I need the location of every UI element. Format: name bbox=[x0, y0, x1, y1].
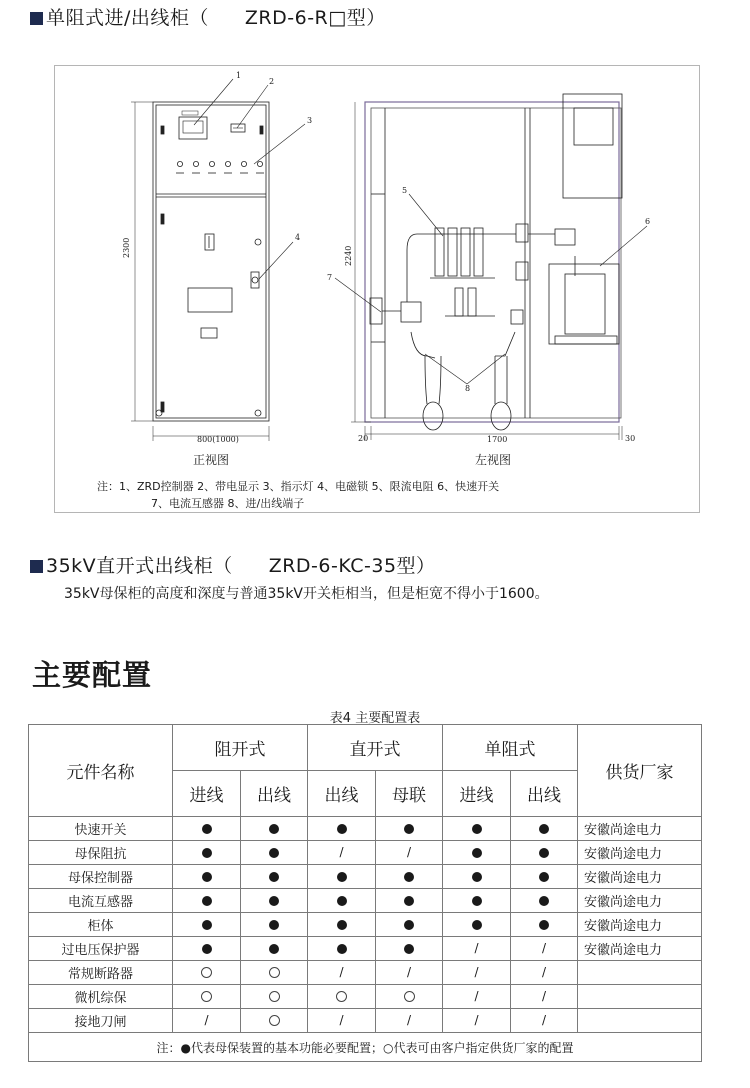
filled-circle-icon bbox=[472, 824, 482, 834]
section1-model: ZRD-6-R□型） bbox=[244, 7, 386, 29]
mark-cell bbox=[173, 889, 241, 913]
left-view-label: 左视图 bbox=[475, 453, 512, 467]
filled-circle-icon bbox=[269, 872, 279, 882]
table-footnote: 注：●代表母保装置的基本功能必要配置；○代表可由客户指定供货厂家的配置 bbox=[29, 1033, 702, 1062]
mark-cell bbox=[511, 985, 578, 1009]
mark-cell bbox=[376, 1009, 443, 1033]
hollow-circle-icon bbox=[336, 991, 347, 1002]
filled-circle-icon bbox=[337, 824, 347, 834]
component-name: 微机综保 bbox=[29, 985, 173, 1009]
section2-title: 35kV直开式出线柜（ bbox=[46, 555, 233, 577]
supplier-cell bbox=[578, 985, 702, 1009]
supplier-cell bbox=[578, 961, 702, 985]
filled-circle-icon bbox=[337, 920, 347, 930]
mark-cell bbox=[308, 841, 376, 865]
table-row bbox=[29, 961, 702, 985]
mark-cell bbox=[241, 865, 308, 889]
filled-circle-icon bbox=[269, 896, 279, 906]
front-height-dim: 2300 bbox=[122, 237, 131, 258]
slash-mark: / bbox=[474, 941, 479, 955]
filled-circle-icon bbox=[539, 872, 549, 882]
supplier-cell: 安徽尚途电力 bbox=[578, 889, 702, 913]
section2-model: ZRD-6-KC-35型） bbox=[268, 555, 436, 577]
filled-circle-icon bbox=[472, 920, 482, 930]
subcol-header: 进线 bbox=[443, 771, 511, 817]
mark-cell bbox=[443, 817, 511, 841]
filled-circle-icon bbox=[202, 872, 212, 882]
hollow-circle-icon bbox=[201, 967, 212, 978]
table-row bbox=[29, 865, 702, 889]
left-offset-dim: 20 bbox=[358, 434, 369, 443]
slash-mark: / bbox=[474, 989, 479, 1003]
mark-cell bbox=[241, 913, 308, 937]
group-header-zhikai: 直开式 bbox=[308, 725, 443, 771]
left-view bbox=[335, 94, 647, 440]
supplier-cell: 安徽尚途电力 bbox=[578, 841, 702, 865]
mark-cell bbox=[241, 961, 308, 985]
slash-mark: / bbox=[474, 965, 479, 979]
hollow-circle-icon bbox=[201, 991, 212, 1002]
mark-cell bbox=[511, 961, 578, 985]
hollow-circle-icon bbox=[269, 967, 280, 978]
subcol-header: 出线 bbox=[308, 771, 376, 817]
front-view bbox=[131, 79, 305, 441]
filled-circle-icon bbox=[404, 896, 414, 906]
left-view-labels bbox=[327, 186, 650, 467]
mark-cell bbox=[173, 937, 241, 961]
slash-mark: / bbox=[339, 1013, 344, 1027]
table-row bbox=[29, 985, 702, 1009]
col-component-header: 元件名称 bbox=[29, 725, 173, 817]
mark-cell bbox=[376, 865, 443, 889]
mark-cell bbox=[443, 841, 511, 865]
component-name: 接地刀闸 bbox=[29, 1009, 173, 1033]
cabinet-drawing-figure bbox=[54, 65, 700, 513]
mark-cell bbox=[376, 913, 443, 937]
filled-circle-icon bbox=[404, 872, 414, 882]
mark-cell bbox=[241, 817, 308, 841]
mark-cell bbox=[376, 889, 443, 913]
section1-title: 单阻式进/出线柜（ bbox=[46, 7, 209, 29]
filled-circle-icon bbox=[202, 896, 212, 906]
slash-mark: / bbox=[406, 965, 412, 979]
slash-mark: / bbox=[339, 845, 344, 859]
component-name: 常规断路器 bbox=[29, 961, 173, 985]
mark-cell bbox=[173, 913, 241, 937]
slash-mark: / bbox=[406, 845, 412, 859]
figure-note-line1: 注：1、ZRD控制器 2、带电显示 3、指示灯 4、电磁锁 5、限流电阻 6、快速开关 bbox=[97, 480, 500, 493]
section2-description: 35kV母保柜的高度和深度与普通35kV开关柜相当，但是柜宽不得小于1600。 bbox=[64, 586, 549, 602]
right-offset-dim: 30 bbox=[625, 434, 636, 443]
filled-circle-icon bbox=[202, 848, 212, 858]
group-header-zukai: 阻开式 bbox=[173, 725, 308, 771]
supplier-cell: 安徽尚途电力 bbox=[578, 817, 702, 841]
filled-circle-icon bbox=[269, 944, 279, 954]
main-config-title: 主要配置 bbox=[32, 658, 153, 692]
filled-circle-icon bbox=[539, 848, 549, 858]
mark-cell bbox=[241, 841, 308, 865]
component-name: 快速开关 bbox=[29, 817, 173, 841]
supplier-cell: 安徽尚途电力 bbox=[578, 937, 702, 961]
subcol-header: 进线 bbox=[173, 771, 241, 817]
hollow-circle-icon bbox=[269, 991, 280, 1002]
mark-cell bbox=[173, 817, 241, 841]
supplier-cell bbox=[578, 1009, 702, 1033]
callout-3: 3 bbox=[307, 116, 313, 125]
table-row bbox=[29, 937, 702, 961]
slash-mark: / bbox=[339, 965, 344, 979]
component-name: 母保阻抗 bbox=[29, 841, 173, 865]
filled-circle-icon bbox=[404, 920, 414, 930]
slash-mark: / bbox=[406, 1013, 412, 1027]
table-row bbox=[29, 841, 702, 865]
left-width-dim: 1700 bbox=[487, 435, 508, 444]
callout-5: 5 bbox=[402, 186, 408, 195]
filled-circle-icon bbox=[539, 824, 549, 834]
component-name: 电流互感器 bbox=[29, 889, 173, 913]
filled-circle-icon bbox=[472, 872, 482, 882]
component-name: 母保控制器 bbox=[29, 865, 173, 889]
mark-cell bbox=[443, 889, 511, 913]
table-caption: 表4 主要配置表 bbox=[329, 711, 421, 726]
table-footnote-row bbox=[29, 1033, 702, 1062]
table-header-row-1 bbox=[29, 725, 702, 771]
filled-circle-icon bbox=[202, 920, 212, 930]
mark-cell bbox=[308, 865, 376, 889]
mark-cell bbox=[173, 865, 241, 889]
filled-circle-icon bbox=[269, 824, 279, 834]
mark-cell bbox=[241, 889, 308, 913]
callout-2: 2 bbox=[269, 77, 275, 86]
filled-circle-icon bbox=[404, 944, 414, 954]
mark-cell bbox=[241, 937, 308, 961]
hollow-circle-icon bbox=[404, 991, 415, 1002]
section2-heading bbox=[30, 551, 436, 578]
component-name: 过电压保护器 bbox=[29, 937, 173, 961]
callout-8: 8 bbox=[465, 384, 471, 393]
mark-cell bbox=[443, 985, 511, 1009]
mark-cell bbox=[376, 937, 443, 961]
mark-cell bbox=[376, 841, 443, 865]
mark-cell bbox=[376, 985, 443, 1009]
mark-cell bbox=[308, 1009, 376, 1033]
mark-cell bbox=[443, 961, 511, 985]
subcol-header: 出线 bbox=[511, 771, 578, 817]
table-row bbox=[29, 913, 702, 937]
filled-circle-icon bbox=[539, 896, 549, 906]
subcol-header: 出线 bbox=[241, 771, 308, 817]
mark-cell bbox=[241, 1009, 308, 1033]
mark-cell bbox=[376, 817, 443, 841]
callout-6: 6 bbox=[645, 217, 651, 226]
mark-cell bbox=[511, 937, 578, 961]
mark-cell bbox=[308, 961, 376, 985]
front-width-dim: 800(1000) bbox=[197, 435, 239, 444]
mark-cell bbox=[443, 1009, 511, 1033]
filled-circle-icon bbox=[269, 920, 279, 930]
mark-cell bbox=[308, 937, 376, 961]
mark-cell bbox=[173, 985, 241, 1009]
slash-mark: / bbox=[204, 1013, 209, 1027]
callout-1: 1 bbox=[236, 71, 242, 80]
component-name: 柜体 bbox=[29, 913, 173, 937]
mark-cell bbox=[443, 913, 511, 937]
mark-cell bbox=[511, 841, 578, 865]
square-bullet-icon bbox=[30, 12, 43, 25]
filled-circle-icon bbox=[472, 896, 482, 906]
supplier-cell: 安徽尚途电力 bbox=[578, 865, 702, 889]
mark-cell bbox=[511, 817, 578, 841]
cabinet-drawing bbox=[55, 66, 701, 514]
callout-4: 4 bbox=[295, 233, 301, 242]
filled-circle-icon bbox=[337, 872, 347, 882]
slash-mark: / bbox=[541, 989, 547, 1003]
slash-mark: / bbox=[541, 1013, 547, 1027]
table-row bbox=[29, 889, 702, 913]
mark-cell bbox=[376, 961, 443, 985]
mark-cell bbox=[443, 937, 511, 961]
filled-circle-icon bbox=[472, 848, 482, 858]
mark-cell bbox=[308, 913, 376, 937]
mark-cell bbox=[511, 1009, 578, 1033]
subcol-header: 母联 bbox=[376, 771, 443, 817]
mark-cell bbox=[308, 817, 376, 841]
mark-cell bbox=[241, 985, 308, 1009]
mark-cell bbox=[511, 913, 578, 937]
square-bullet-icon bbox=[30, 560, 43, 573]
supplier-cell: 安徽尚途电力 bbox=[578, 913, 702, 937]
filled-circle-icon bbox=[202, 824, 212, 834]
figure-note-line2: 7、电流互感器 8、进/出线端子 bbox=[151, 497, 305, 510]
filled-circle-icon bbox=[404, 824, 414, 834]
filled-circle-icon bbox=[269, 848, 279, 858]
front-view-labels bbox=[122, 71, 312, 467]
left-height-dim: 2240 bbox=[344, 245, 353, 266]
filled-circle-icon bbox=[539, 920, 549, 930]
front-view-label: 正视图 bbox=[193, 453, 230, 467]
mark-cell bbox=[308, 985, 376, 1009]
hollow-circle-icon bbox=[269, 1015, 280, 1026]
group-header-danzu: 单阻式 bbox=[443, 725, 578, 771]
config-table bbox=[28, 724, 702, 1062]
col-supplier-header: 供货厂家 bbox=[578, 725, 702, 817]
section1-heading bbox=[30, 3, 386, 30]
callout-7: 7 bbox=[327, 273, 333, 282]
filled-circle-icon bbox=[202, 944, 212, 954]
table-row bbox=[29, 1009, 702, 1033]
mark-cell bbox=[173, 841, 241, 865]
filled-circle-icon bbox=[337, 944, 347, 954]
mark-cell bbox=[511, 865, 578, 889]
mark-cell bbox=[308, 889, 376, 913]
mark-cell bbox=[443, 865, 511, 889]
mark-cell bbox=[173, 961, 241, 985]
mark-cell bbox=[173, 1009, 241, 1033]
filled-circle-icon bbox=[337, 896, 347, 906]
slash-mark: / bbox=[541, 941, 547, 955]
slash-mark: / bbox=[541, 965, 547, 979]
mark-cell bbox=[511, 889, 578, 913]
slash-mark: / bbox=[474, 1013, 479, 1027]
table-row bbox=[29, 817, 702, 841]
